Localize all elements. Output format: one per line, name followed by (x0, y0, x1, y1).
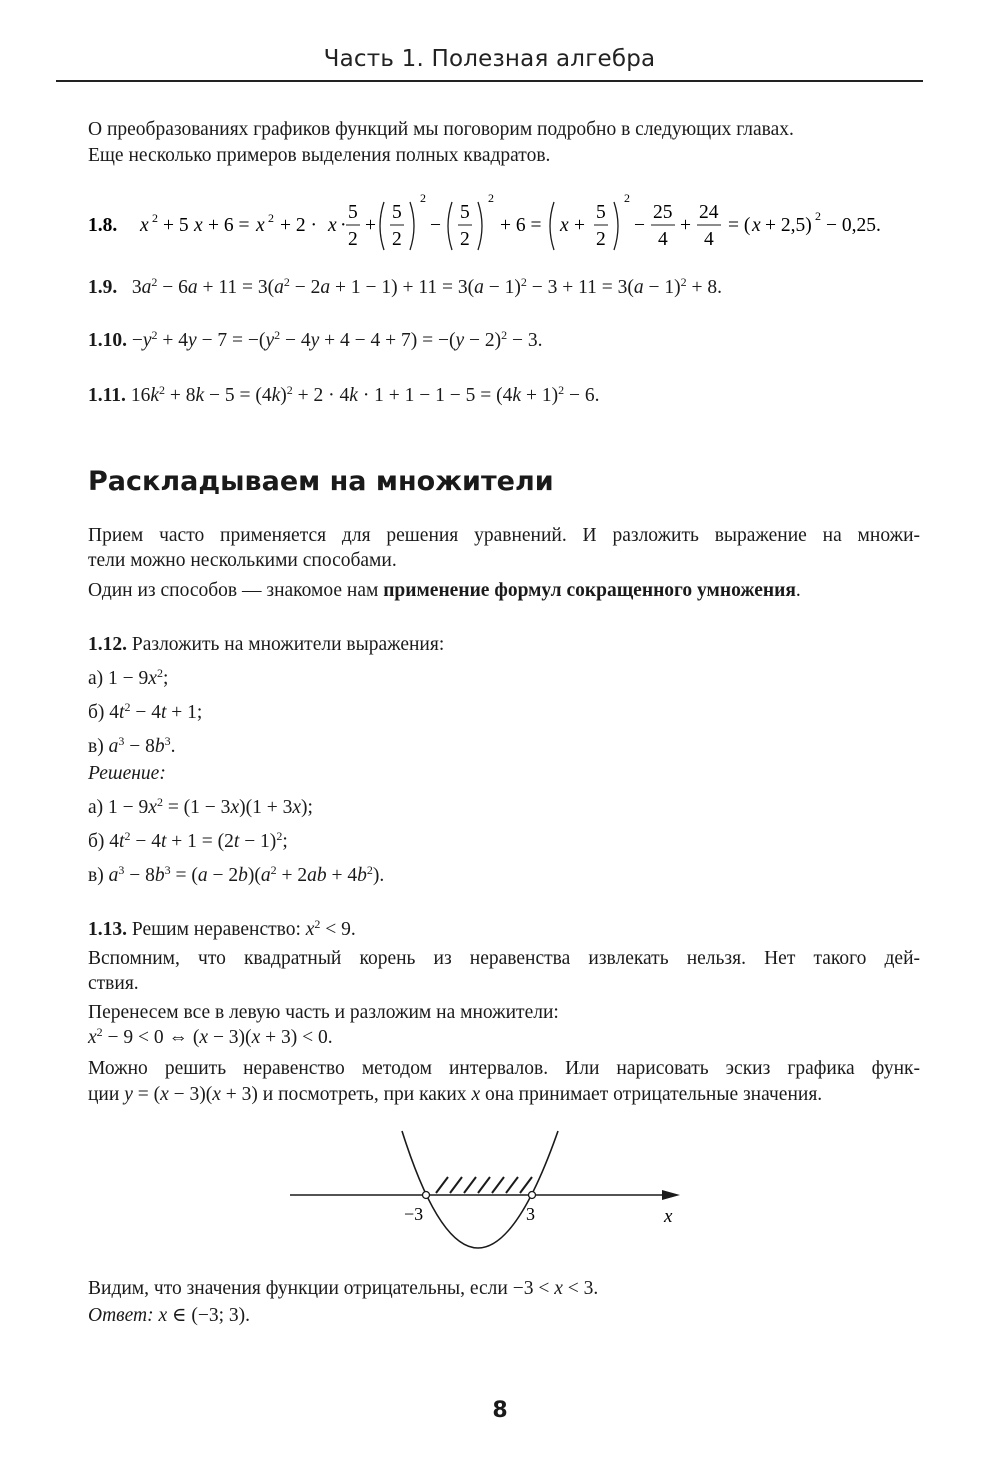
example-num: 1.13. (88, 919, 127, 940)
answer: Ответ: x ∈ (−3; 3). (88, 1305, 250, 1326)
svg-text:4: 4 (704, 229, 714, 250)
section-paragraph-2 (88, 578, 801, 603)
intro-line-2: Еще несколько примеров выделения полных квадратов. (88, 145, 551, 166)
running-header: Часть 1. Полезная алгебра (323, 46, 656, 72)
svg-text:2: 2 (460, 229, 470, 250)
example-1-13-p2: Перенесем все в левую часть и разложим на множители: (88, 1002, 559, 1023)
example-1-11 (88, 383, 599, 408)
svg-text:+ 5: + 5 (163, 215, 189, 236)
svg-text:2: 2 (152, 211, 158, 225)
example-num: 1.8. (88, 215, 118, 236)
svg-text:+: + (680, 215, 691, 236)
example-1-13-p4b: ции y = (x − 3)(x + 3) и посмотреть, при каких x она принимает отрицательные значения. (88, 1084, 823, 1105)
svg-text:− 0,25.: − 0,25. (826, 215, 881, 236)
parabola-sketch (280, 1125, 700, 1255)
solution-item: б) $4t^2 - 4t + 1 = (2t - 1)^2$; (88, 829, 288, 852)
example-expr: $-y^2 + 4y - 7 = -(y^2 - 4y + 4 - 4 + 7) = -(y - 2)^2 - 3$. (131, 328, 543, 351)
root-point-right (529, 1192, 536, 1199)
example-num: 1.10. (88, 330, 127, 351)
text-run: . (795, 580, 801, 601)
svg-text:+ 6 =: + 6 = (500, 215, 542, 236)
example-1-9 (88, 275, 722, 300)
intro-line-1: О преобразованиях графиков функций мы поговорим подробно в следующих главах. (88, 119, 794, 140)
root-point-left (423, 1192, 430, 1199)
svg-text:2: 2 (268, 211, 274, 225)
svg-text:x: x (752, 215, 761, 236)
header-rule (56, 80, 923, 82)
svg-text:x: x (328, 215, 337, 236)
svg-text:+ 2 ·: + 2 · (280, 215, 317, 236)
example-1-13-p4a: Можно решить неравенство методом интервалов. Или нарисовать эскиз графика функ- (88, 1058, 920, 1079)
example-num: 1.11. (88, 385, 126, 406)
svg-text:−: − (430, 215, 441, 236)
svg-text:5: 5 (392, 202, 402, 223)
solution-item: а) $1 - 9x^2 = (1 - 3x)(1 + 3x)$; (88, 795, 313, 818)
svg-text:·: · (340, 215, 347, 236)
example-1-13-p1b: ствия. (88, 973, 139, 994)
svg-text:2: 2 (624, 191, 630, 205)
example-num: 1.9. (88, 277, 118, 298)
svg-text:2: 2 (488, 191, 494, 205)
svg-text:2: 2 (596, 229, 606, 250)
svg-text:+: + (574, 215, 585, 236)
example-1-13-p3: $x^2 - 9 < 0$ ⇔ (x − 3)(x + 3) < 0. (88, 1025, 333, 1048)
svg-text:5: 5 (596, 202, 606, 223)
svg-text:5: 5 (348, 202, 358, 223)
task-item: а) $1 - 9x^2$; (88, 666, 169, 689)
svg-text:= (: = ( (728, 215, 751, 236)
svg-text:24: 24 (699, 202, 719, 223)
task-text: Разложить на множители выражения: (127, 634, 445, 655)
page-number: 8 (492, 1398, 508, 1423)
section-heading: Раскладываем на множители (88, 466, 554, 497)
hatching (436, 1177, 532, 1193)
svg-text:+: + (365, 215, 376, 236)
example-expr: $3a^2 - 6a + 11 = 3(a^2 - 2a + 1 - 1) + 11 = 3(a - 1)^2 - 3 + 11 = 3(a - 1)^2 + 8$. (122, 275, 723, 298)
svg-text:x: x (194, 215, 203, 236)
svg-text:2: 2 (420, 191, 426, 205)
axis-label: x (664, 1206, 673, 1227)
answer-label: Ответ: (88, 1305, 154, 1326)
example-num: 1.12. (88, 634, 127, 655)
example-1-8 (88, 190, 918, 260)
svg-text:−: − (634, 215, 645, 236)
svg-text:25: 25 (653, 202, 673, 223)
solution-item: в) $a^3 - 8b^3 = (a - 2b)(a^2 + 2ab + 4b^2)$. (88, 863, 385, 886)
svg-text:+ 2,5): + 2,5) (765, 215, 812, 236)
example-expr: $16k^2 + 8k - 5 = (4k)^2 + 2 \cdot 4k \cdot 1 + 1 - 1 - 5 = (4k + 1)^2 - 6$. (130, 383, 600, 406)
axis-arrow (662, 1190, 680, 1200)
conclusion: Видим, что значения функции отрицательны, если −3 < x < 3. (88, 1278, 599, 1299)
bold-run: применение формул сокращенного умножения (383, 580, 796, 601)
example-1-12-task (88, 632, 444, 657)
task-item: в) $a^3 - 8b^3$. (88, 734, 176, 757)
svg-text:5: 5 (460, 202, 470, 223)
example-1-13-task: 1.13. Решим неравенство: $x^2 < 9$. (88, 917, 356, 940)
svg-text:2: 2 (815, 209, 821, 223)
example-1-10 (88, 328, 543, 353)
svg-text:2: 2 (392, 229, 402, 250)
svg-text:+ 6 =: + 6 = (208, 215, 250, 236)
svg-text:4: 4 (658, 229, 668, 250)
svg-text:x: x (140, 215, 149, 236)
svg-text:2: 2 (348, 229, 358, 250)
svg-text:x: x (560, 215, 569, 236)
root-label-right: 3 (526, 1204, 535, 1224)
example-1-13-p1a: Вспомним, что квадратный корень из неравенства извлекать нельзя. Нет такого дей- (88, 948, 920, 969)
root-label-left: −3 (404, 1204, 424, 1224)
solution-label: Решение: (88, 763, 166, 784)
section-paragraph-1a: Прием часто применяется для решения уравнений. И разложить выражение на множи- (88, 525, 920, 546)
section-paragraph-1b: тели можно несколькими способами. (88, 550, 397, 571)
svg-text:x: x (256, 215, 265, 236)
task-item: б) $4t^2 - 4t + 1$; (88, 700, 203, 723)
text-run: Один из способов — знакомое нам (88, 580, 384, 601)
